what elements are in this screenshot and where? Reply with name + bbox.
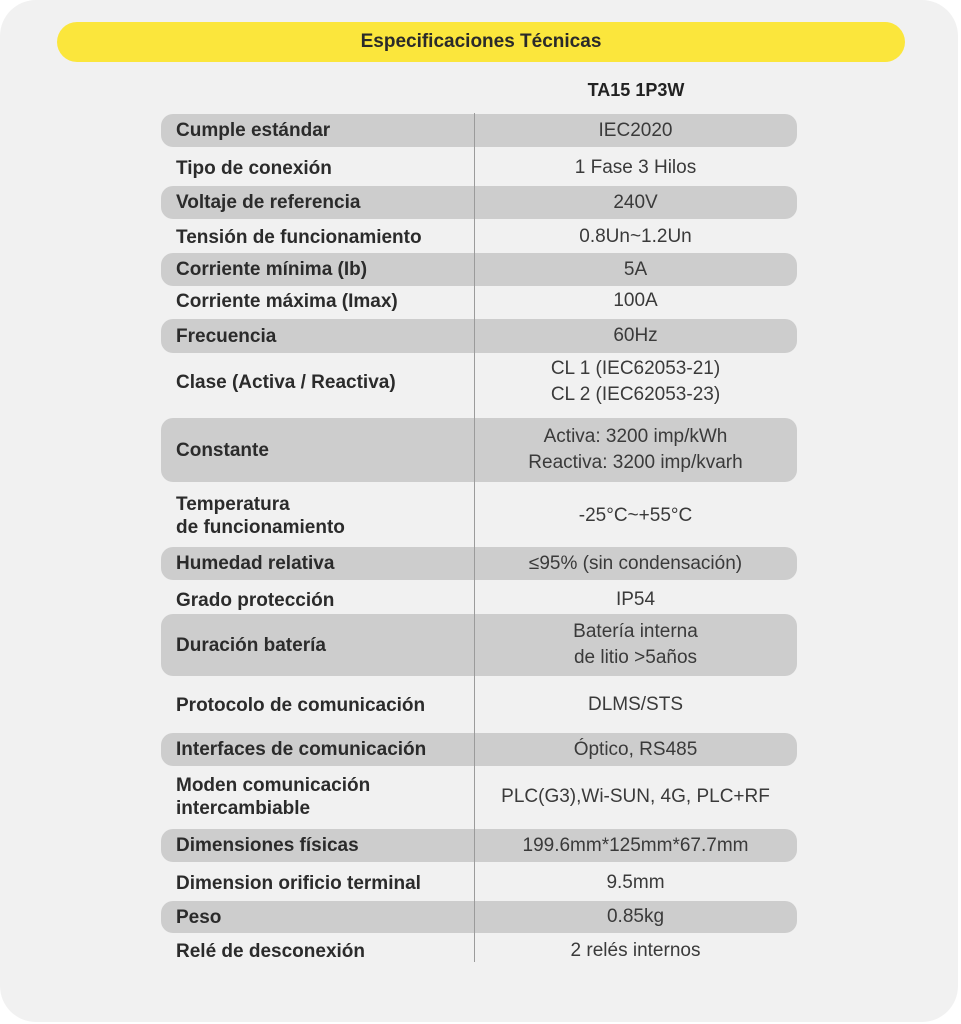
spec-row-class — [161, 354, 797, 410]
spec-value — [474, 424, 797, 476]
spec-row-battery — [161, 614, 797, 676]
spec-value-line: CL 2 (IEC62053-23) — [550, 384, 721, 405]
spec-row-dimensions — [161, 829, 797, 862]
spec-value-line: Activa: 3200 imp/kWh — [543, 426, 728, 447]
spec-row-protection — [161, 584, 797, 616]
spec-label-line: Temperatura — [176, 494, 290, 515]
spec-value — [474, 356, 797, 408]
spec-label: Corriente máxima (Imax) — [176, 290, 398, 312]
spec-row-reference-voltage — [161, 186, 797, 219]
spec-row-protocol — [161, 684, 797, 726]
column-divider — [474, 113, 475, 962]
spec-value: PLC(G3),Wi-SUN, 4G, PLC+RF — [501, 786, 770, 807]
spec-label-line: Moden comunicación — [176, 775, 371, 796]
spec-row-interfaces — [161, 733, 797, 766]
spec-label: Tipo de conexión — [176, 157, 332, 179]
spec-value-line: Batería interna — [573, 621, 698, 642]
spec-row-humidity — [161, 547, 797, 580]
spec-label: Grado protección — [176, 589, 335, 611]
spec-value-line: CL 1 (IEC62053-21) — [550, 358, 721, 379]
spec-label: Tensión de funcionamiento — [176, 226, 422, 248]
spec-value: -25°C~+55°C — [578, 505, 693, 526]
spec-row-relay — [161, 935, 797, 967]
spec-row-temperature — [161, 490, 797, 542]
spec-label-line: de funcionamiento — [176, 517, 345, 538]
spec-value: DLMS/STS — [587, 694, 684, 715]
spec-label — [161, 774, 474, 820]
spec-title-banner — [57, 22, 905, 62]
spec-value: 2 relés internos — [570, 940, 701, 961]
spec-row-constant — [161, 418, 797, 482]
spec-row-terminal-hole — [161, 866, 797, 900]
spec-label: Duración batería — [176, 634, 326, 656]
spec-label: Voltaje de referencia — [176, 192, 361, 213]
spec-label: Dimension orificio terminal — [176, 872, 421, 894]
spec-value: ≤95% (sin condensación) — [528, 552, 743, 574]
spec-value-line: de litio >5años — [573, 647, 698, 668]
spec-row-min-current — [161, 253, 797, 286]
spec-row-frequency — [161, 319, 797, 353]
spec-value: 240V — [613, 191, 658, 213]
spec-row-weight — [161, 901, 797, 933]
spec-value: 1 Fase 3 Hilos — [574, 157, 697, 178]
spec-value: 0.85kg — [606, 906, 665, 927]
spec-label: Relé de desconexión — [176, 940, 366, 962]
spec-value: 0.8Un~1.2Un — [579, 226, 692, 247]
spec-label: Corriente mínima (Ib) — [176, 259, 368, 280]
spec-row-standard — [161, 114, 797, 147]
spec-title: Especificaciones Técnicas — [360, 31, 602, 52]
spec-label: Frecuencia — [176, 325, 277, 347]
spec-label: Clase (Activa / Reactiva) — [176, 371, 396, 393]
spec-value: IEC2020 — [598, 119, 673, 141]
spec-value: IP54 — [615, 589, 656, 610]
spec-value: 5A — [623, 258, 648, 280]
spec-label-line: intercambiable — [176, 798, 311, 819]
spec-label: Peso — [176, 906, 222, 928]
spec-label: Cumple estándar — [176, 120, 331, 141]
spec-value: 9.5mm — [606, 872, 665, 893]
spec-value: 100A — [613, 290, 658, 311]
spec-label: Constante — [176, 439, 269, 461]
spec-label: Protocolo de comunicación — [176, 694, 426, 716]
spec-label: Dimensiones físicas — [176, 835, 359, 856]
spec-row-operating-voltage — [161, 221, 797, 253]
spec-value-line: Reactiva: 3200 imp/kvarh — [528, 452, 743, 473]
model-header: TA15 1P3W — [587, 80, 685, 100]
spec-label — [161, 493, 474, 539]
spec-value: Óptico, RS485 — [573, 738, 698, 760]
spec-label: Interfaces de comunicación — [176, 739, 427, 760]
spec-row-connection — [161, 152, 797, 184]
spec-row-modem — [161, 771, 797, 823]
spec-row-max-current — [161, 285, 797, 317]
spec-value: 199.6mm*125mm*67.7mm — [522, 834, 749, 856]
spec-value: 60Hz — [613, 325, 658, 346]
spec-label: Humedad relativa — [176, 553, 335, 574]
spec-value — [474, 619, 797, 671]
